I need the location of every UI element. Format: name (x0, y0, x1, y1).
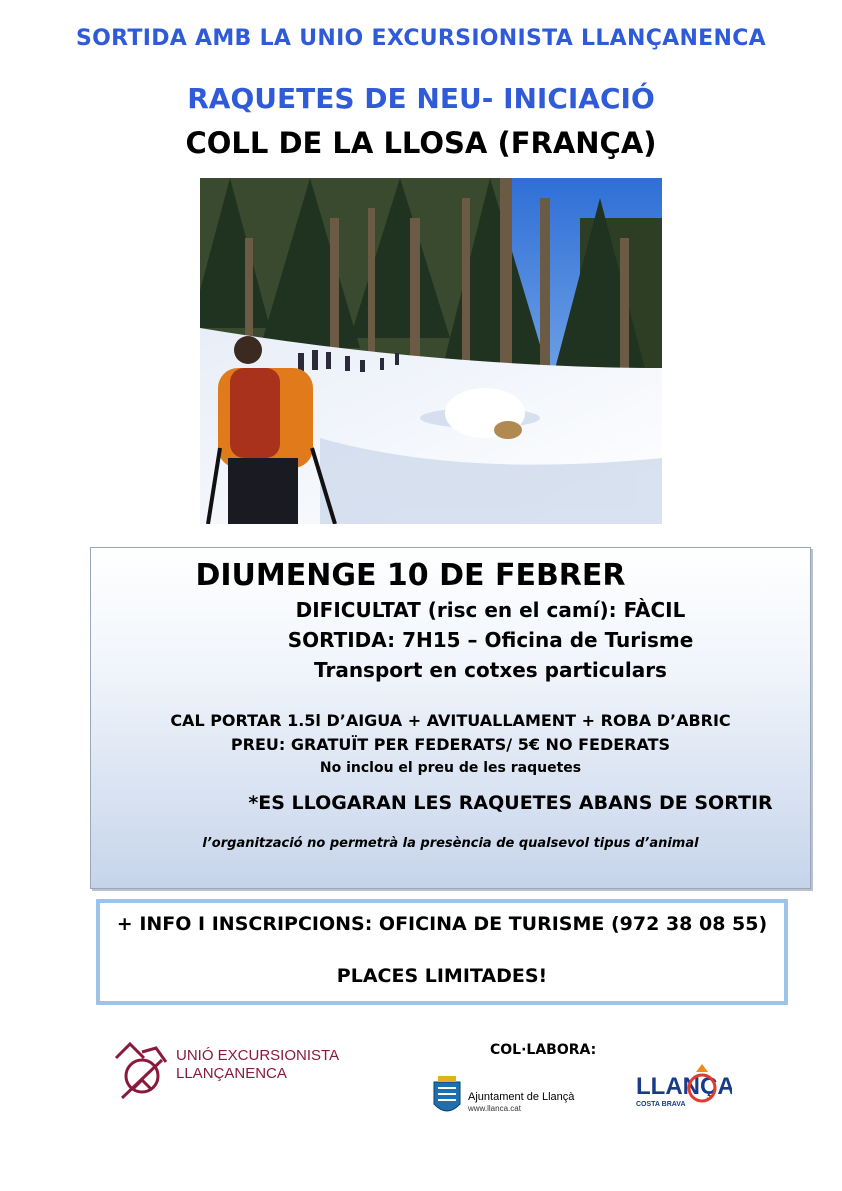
club-logo (112, 1040, 342, 1104)
llanca-logo-text: LLANÇA (636, 1073, 732, 1100)
price-text: PREU: GRATUÏT PER FEDERATS/ 5€ NO FEDERATS (230, 735, 671, 754)
activity-title: RAQUETES DE NEU- INICIACIÓ (187, 82, 655, 115)
club-logo-line-1: UNIÓ EXCURSIONISTA (176, 1047, 340, 1064)
ajuntament-logo (430, 1074, 580, 1122)
snowshoe-photo (200, 178, 662, 524)
rental-note: *ES LLOGARAN LES RAQUETES ABANS DE SORTIR (248, 792, 773, 814)
limited-places: PLACES LIMITADES! (336, 965, 548, 987)
transport-text: Transport en cotxes particulars (314, 658, 667, 682)
event-date: DIUMENGE 10 DE FEBRER (195, 558, 626, 593)
club-logo-line-2: LLANÇANENCA (176, 1065, 287, 1082)
destination-title: COLL DE LA LLOSA (FRANÇA) (185, 126, 657, 160)
header-line-1: SORTIDA AMB LA UNIO EXCURSIONISTA LLANÇANENCA (76, 26, 766, 51)
animals-note: l’organització no permetrà la presència de qualsevol tipus d’animal (202, 836, 699, 851)
difficulty-text: DIFICULTAT (risc en el camí): FÀCIL (295, 598, 686, 622)
ajuntament-url: www.llanca.cat (468, 1104, 521, 1113)
departure-text: SORTIDA: 7H15 – Oficina de Turisme (287, 628, 694, 652)
collabora-label: COL·LABORA: (490, 1042, 597, 1058)
llanca-logo-sub: COSTA BRAVA (636, 1101, 686, 1108)
bring-text: CAL PORTAR 1.5l D’AIGUA + AVITUALLAMENT + ROBA D’ABRIC (170, 711, 731, 730)
llanca-costa-brava-logo (632, 1062, 732, 1112)
ajuntament-name: Ajuntament de Llançà (468, 1091, 575, 1103)
registration-box (96, 899, 788, 1005)
details-panel (90, 547, 811, 889)
registration-info: + INFO I INSCRIPCIONS: OFICINA DE TURISME (972 38 08 55) (116, 913, 768, 935)
not-included-text: No inclou el preu de les raquetes (319, 760, 582, 776)
